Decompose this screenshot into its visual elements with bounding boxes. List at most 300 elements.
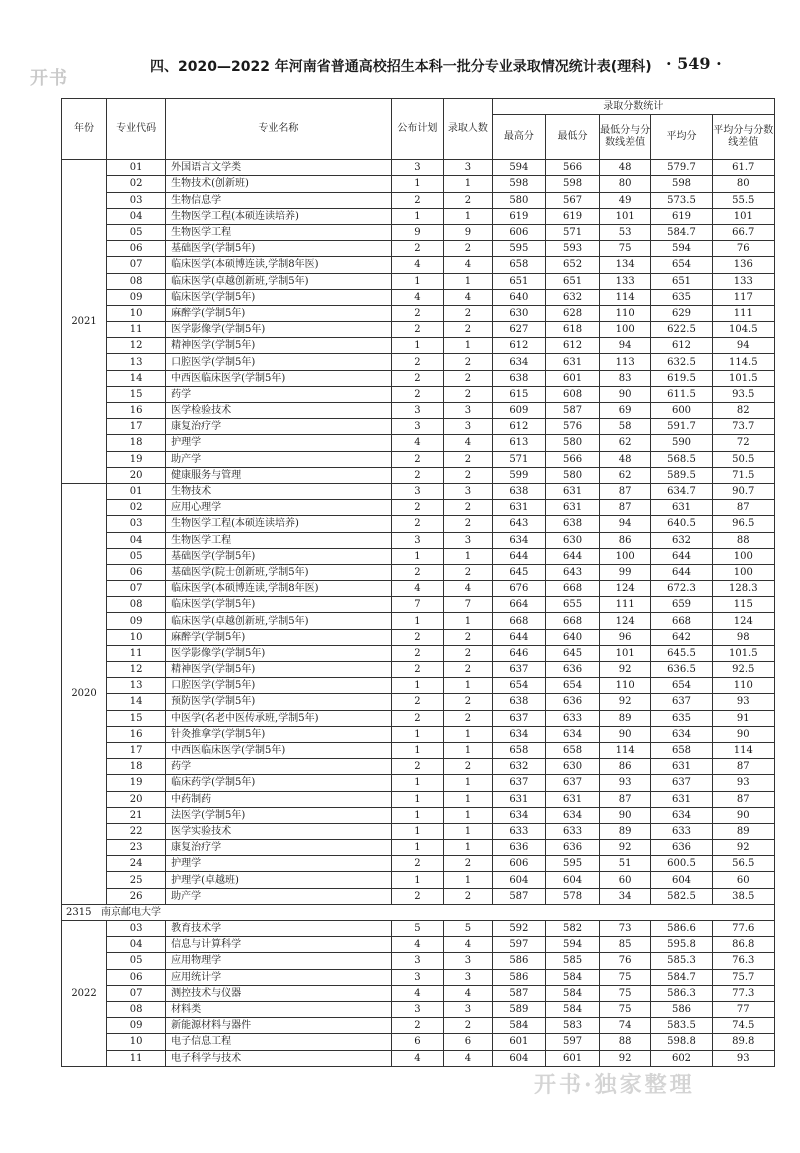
- avg-diff-cell: 94: [712, 338, 774, 354]
- header-score-group: 录取分数统计: [492, 99, 774, 115]
- min-score-cell: 632: [546, 289, 600, 305]
- table-row: [62, 548, 775, 564]
- major-name-cell: 临床医学(本硕博连读,学制8年医): [166, 257, 391, 273]
- min-diff-cell: 100: [599, 322, 651, 338]
- admitted-count-cell: 2: [444, 694, 492, 710]
- watermark-text: 开书·独家整理: [534, 1072, 695, 1098]
- major-name-cell: 健康服务与管理: [166, 467, 391, 483]
- avg-score-cell: 619.5: [651, 370, 712, 386]
- avg-diff-cell: 89.8: [712, 1034, 774, 1050]
- major-name-cell: 护理学: [166, 856, 391, 872]
- avg-score-cell: 595.8: [651, 937, 712, 953]
- min-score-cell: 658: [546, 742, 600, 758]
- admitted-count-cell: 5: [444, 921, 492, 937]
- table-row: [62, 338, 775, 354]
- min-score-cell: 612: [546, 338, 600, 354]
- min-diff-cell: 133: [599, 273, 651, 289]
- min-diff-cell: 53: [599, 224, 651, 240]
- min-score-cell: 593: [546, 241, 600, 257]
- min-score-cell: 578: [546, 888, 600, 904]
- major-code-cell: 21: [107, 807, 166, 823]
- major-name-cell: 信息与计算科学: [166, 937, 391, 953]
- table-row: [62, 662, 775, 678]
- admitted-count-cell: 1: [444, 176, 492, 192]
- major-name-cell: 康复治疗学: [166, 840, 391, 856]
- plan-count-cell: 2: [391, 500, 444, 516]
- major-code-cell: 17: [107, 419, 166, 435]
- plan-count-cell: 2: [391, 888, 444, 904]
- min-diff-cell: 34: [599, 888, 651, 904]
- max-score-cell: 633: [492, 823, 546, 839]
- avg-score-cell: 631: [651, 759, 712, 775]
- page-number: · 549 ·: [666, 54, 722, 73]
- admitted-count-cell: 3: [444, 953, 492, 969]
- admitted-count-cell: 2: [444, 192, 492, 208]
- avg-score-cell: 584.7: [651, 224, 712, 240]
- min-diff-cell: 89: [599, 710, 651, 726]
- max-score-cell: 637: [492, 775, 546, 791]
- avg-diff-cell: 100: [712, 548, 774, 564]
- major-name-cell: 临床医学(卓越创新班,学制5年): [166, 613, 391, 629]
- table-row: [62, 386, 775, 402]
- avg-diff-cell: 76: [712, 241, 774, 257]
- min-diff-cell: 93: [599, 775, 651, 791]
- avg-diff-cell: 90.7: [712, 483, 774, 499]
- major-name-cell: 针灸推拿学(学制5年): [166, 726, 391, 742]
- major-code-cell: 13: [107, 354, 166, 370]
- major-code-cell: 14: [107, 694, 166, 710]
- avg-score-cell: 637: [651, 694, 712, 710]
- avg-diff-cell: 124: [712, 613, 774, 629]
- max-score-cell: 584: [492, 1018, 546, 1034]
- admitted-count-cell: 4: [444, 435, 492, 451]
- min-diff-cell: 94: [599, 516, 651, 532]
- avg-score-cell: 598.8: [651, 1034, 712, 1050]
- plan-count-cell: 2: [391, 241, 444, 257]
- min-diff-cell: 92: [599, 840, 651, 856]
- avg-score-cell: 586.3: [651, 985, 712, 1001]
- min-diff-cell: 124: [599, 613, 651, 629]
- avg-diff-cell: 98: [712, 629, 774, 645]
- plan-count-cell: 2: [391, 354, 444, 370]
- max-score-cell: 634: [492, 354, 546, 370]
- max-score-cell: 580: [492, 192, 546, 208]
- admitted-count-cell: 7: [444, 597, 492, 613]
- admitted-count-cell: 2: [444, 759, 492, 775]
- major-name-cell: 医学检验技术: [166, 403, 391, 419]
- min-score-cell: 631: [546, 500, 600, 516]
- table-row: [62, 581, 775, 597]
- min-diff-cell: 114: [599, 742, 651, 758]
- avg-score-cell: 591.7: [651, 419, 712, 435]
- min-score-cell: 633: [546, 823, 600, 839]
- school-code: 2315: [66, 906, 92, 918]
- max-score-cell: 643: [492, 516, 546, 532]
- year-cell: 2022: [62, 921, 107, 1067]
- min-diff-cell: 75: [599, 241, 651, 257]
- table-row: [62, 500, 775, 516]
- major-name-cell: 医学实验技术: [166, 823, 391, 839]
- avg-diff-cell: 88: [712, 532, 774, 548]
- min-diff-cell: 48: [599, 160, 651, 176]
- avg-score-cell: 582.5: [651, 888, 712, 904]
- max-score-cell: 646: [492, 645, 546, 661]
- min-diff-cell: 62: [599, 435, 651, 451]
- avg-score-cell: 668: [651, 613, 712, 629]
- avg-diff-cell: 50.5: [712, 451, 774, 467]
- max-score-cell: 658: [492, 742, 546, 758]
- major-code-cell: 08: [107, 597, 166, 613]
- max-score-cell: 612: [492, 419, 546, 435]
- min-diff-cell: 83: [599, 370, 651, 386]
- min-diff-cell: 87: [599, 483, 651, 499]
- min-score-cell: 597: [546, 1034, 600, 1050]
- table-row: [62, 273, 775, 289]
- major-name-cell: 麻醉学(学制5年): [166, 305, 391, 321]
- min-diff-cell: 87: [599, 791, 651, 807]
- table-row: [62, 613, 775, 629]
- major-code-cell: 12: [107, 338, 166, 354]
- major-name-cell: 中医学(名老中医传承班,学制5年): [166, 710, 391, 726]
- table-row: [62, 257, 775, 273]
- header-avg-score: 平均分: [651, 115, 712, 160]
- min-score-cell: 630: [546, 532, 600, 548]
- avg-diff-cell: 77.3: [712, 985, 774, 1001]
- min-diff-cell: 113: [599, 354, 651, 370]
- avg-score-cell: 654: [651, 678, 712, 694]
- avg-score-cell: 634: [651, 726, 712, 742]
- avg-diff-cell: 92.5: [712, 662, 774, 678]
- min-diff-cell: 92: [599, 662, 651, 678]
- max-score-cell: 644: [492, 629, 546, 645]
- major-name-cell: 助产学: [166, 451, 391, 467]
- major-name-cell: 应用统计学: [166, 969, 391, 985]
- plan-count-cell: 3: [391, 403, 444, 419]
- admitted-count-cell: 1: [444, 840, 492, 856]
- plan-count-cell: 1: [391, 678, 444, 694]
- admitted-count-cell: 2: [444, 888, 492, 904]
- max-score-cell: 634: [492, 807, 546, 823]
- major-code-cell: 19: [107, 775, 166, 791]
- avg-diff-cell: 117: [712, 289, 774, 305]
- major-name-cell: 临床医学(学制5年): [166, 597, 391, 613]
- table-row: [62, 888, 775, 904]
- plan-count-cell: 2: [391, 759, 444, 775]
- avg-score-cell: 633: [651, 823, 712, 839]
- admitted-count-cell: 4: [444, 937, 492, 953]
- min-diff-cell: 74: [599, 1018, 651, 1034]
- major-name-cell: 测控技术与仪器: [166, 985, 391, 1001]
- admitted-count-cell: 2: [444, 370, 492, 386]
- year-cell: 2021: [62, 160, 107, 484]
- min-diff-cell: 110: [599, 678, 651, 694]
- table-row: [62, 710, 775, 726]
- max-score-cell: 595: [492, 241, 546, 257]
- table-row: [62, 921, 775, 937]
- avg-diff-cell: 93: [712, 775, 774, 791]
- avg-diff-cell: 60: [712, 872, 774, 888]
- min-diff-cell: 86: [599, 532, 651, 548]
- max-score-cell: 668: [492, 613, 546, 629]
- major-code-cell: 04: [107, 208, 166, 224]
- major-name-cell: 电子信息工程: [166, 1034, 391, 1050]
- table-row: [62, 985, 775, 1001]
- major-name-cell: 生物信息学: [166, 192, 391, 208]
- max-score-cell: 638: [492, 694, 546, 710]
- admitted-count-cell: 3: [444, 1001, 492, 1017]
- min-score-cell: 630: [546, 759, 600, 775]
- major-code-cell: 07: [107, 257, 166, 273]
- table-row: [62, 224, 775, 240]
- min-score-cell: 566: [546, 451, 600, 467]
- avg-diff-cell: 74.5: [712, 1018, 774, 1034]
- table-row: [62, 305, 775, 321]
- max-score-cell: 634: [492, 532, 546, 548]
- max-score-cell: 627: [492, 322, 546, 338]
- table-row: [62, 176, 775, 192]
- plan-count-cell: 2: [391, 305, 444, 321]
- major-name-cell: 精神医学(学制5年): [166, 662, 391, 678]
- min-score-cell: 571: [546, 224, 600, 240]
- table-row: [62, 937, 775, 953]
- table-row: [62, 483, 775, 499]
- plan-count-cell: 3: [391, 160, 444, 176]
- major-code-cell: 02: [107, 500, 166, 516]
- plan-count-cell: 1: [391, 208, 444, 224]
- min-diff-cell: 85: [599, 937, 651, 953]
- avg-diff-cell: 87: [712, 759, 774, 775]
- avg-diff-cell: 101.5: [712, 645, 774, 661]
- table-row: [62, 678, 775, 694]
- admitted-count-cell: 6: [444, 1034, 492, 1050]
- table-row: [62, 872, 775, 888]
- table-row: [62, 840, 775, 856]
- max-score-cell: 645: [492, 564, 546, 580]
- table-row: [62, 435, 775, 451]
- table-row: [62, 403, 775, 419]
- max-score-cell: 601: [492, 1034, 546, 1050]
- min-score-cell: 604: [546, 872, 600, 888]
- min-score-cell: 584: [546, 1001, 600, 1017]
- max-score-cell: 609: [492, 403, 546, 419]
- header-major-name: 专业名称: [166, 99, 391, 160]
- avg-score-cell: 645.5: [651, 645, 712, 661]
- min-score-cell: 628: [546, 305, 600, 321]
- admitted-count-cell: 1: [444, 273, 492, 289]
- major-code-cell: 08: [107, 1001, 166, 1017]
- table-body: [62, 160, 775, 1067]
- header-plan: 公布计划: [391, 99, 444, 160]
- avg-score-cell: 586.6: [651, 921, 712, 937]
- avg-diff-cell: 93: [712, 694, 774, 710]
- major-name-cell: 新能源材料与器件: [166, 1018, 391, 1034]
- min-score-cell: 636: [546, 694, 600, 710]
- avg-diff-cell: 76.3: [712, 953, 774, 969]
- min-score-cell: 640: [546, 629, 600, 645]
- major-name-cell: 康复治疗学: [166, 419, 391, 435]
- table-row: [62, 807, 775, 823]
- min-diff-cell: 90: [599, 807, 651, 823]
- major-name-cell: 精神医学(学制5年): [166, 338, 391, 354]
- admitted-count-cell: 2: [444, 451, 492, 467]
- max-score-cell: 586: [492, 969, 546, 985]
- min-score-cell: 619: [546, 208, 600, 224]
- plan-count-cell: 1: [391, 823, 444, 839]
- min-diff-cell: 114: [599, 289, 651, 305]
- major-code-cell: 01: [107, 483, 166, 499]
- max-score-cell: 589: [492, 1001, 546, 1017]
- avg-score-cell: 612: [651, 338, 712, 354]
- major-code-cell: 06: [107, 969, 166, 985]
- avg-score-cell: 602: [651, 1050, 712, 1066]
- major-name-cell: 医学影像学(学制5年): [166, 322, 391, 338]
- max-score-cell: 631: [492, 500, 546, 516]
- plan-count-cell: 6: [391, 1034, 444, 1050]
- major-code-cell: 05: [107, 953, 166, 969]
- school-header-cell: [62, 904, 775, 920]
- admitted-count-cell: 3: [444, 403, 492, 419]
- avg-diff-cell: 92: [712, 840, 774, 856]
- table-row: [62, 969, 775, 985]
- admitted-count-cell: 2: [444, 856, 492, 872]
- table-row: [62, 564, 775, 580]
- min-diff-cell: 73: [599, 921, 651, 937]
- table-row: [62, 419, 775, 435]
- plan-count-cell: 3: [391, 532, 444, 548]
- table-row: [62, 322, 775, 338]
- avg-diff-cell: 93: [712, 1050, 774, 1066]
- max-score-cell: 571: [492, 451, 546, 467]
- admitted-count-cell: 1: [444, 726, 492, 742]
- avg-diff-cell: 73.7: [712, 419, 774, 435]
- min-diff-cell: 75: [599, 1001, 651, 1017]
- major-name-cell: 药学: [166, 759, 391, 775]
- avg-diff-cell: 100: [712, 564, 774, 580]
- avg-score-cell: 590: [651, 435, 712, 451]
- avg-score-cell: 651: [651, 273, 712, 289]
- table-row: [62, 629, 775, 645]
- min-score-cell: 638: [546, 516, 600, 532]
- min-score-cell: 645: [546, 645, 600, 661]
- major-name-cell: 材料类: [166, 1001, 391, 1017]
- min-diff-cell: 92: [599, 694, 651, 710]
- avg-score-cell: 637: [651, 775, 712, 791]
- min-score-cell: 580: [546, 467, 600, 483]
- admitted-count-cell: 4: [444, 289, 492, 305]
- major-name-cell: 助产学: [166, 888, 391, 904]
- plan-count-cell: 2: [391, 516, 444, 532]
- min-score-cell: 637: [546, 775, 600, 791]
- min-score-cell: 636: [546, 840, 600, 856]
- major-name-cell: 法医学(学制5年): [166, 807, 391, 823]
- avg-diff-cell: 96.5: [712, 516, 774, 532]
- plan-count-cell: 2: [391, 1018, 444, 1034]
- major-code-cell: 02: [107, 176, 166, 192]
- min-diff-cell: 76: [599, 953, 651, 969]
- admitted-count-cell: 2: [444, 386, 492, 402]
- max-score-cell: 637: [492, 662, 546, 678]
- plan-count-cell: 2: [391, 629, 444, 645]
- admitted-count-cell: 2: [444, 516, 492, 532]
- table-row: [62, 1034, 775, 1050]
- max-score-cell: 636: [492, 840, 546, 856]
- major-name-cell: 应用心理学: [166, 500, 391, 516]
- min-diff-cell: 92: [599, 1050, 651, 1066]
- avg-diff-cell: 114: [712, 742, 774, 758]
- plan-count-cell: 1: [391, 548, 444, 564]
- admitted-count-cell: 2: [444, 710, 492, 726]
- admitted-count-cell: 4: [444, 1050, 492, 1066]
- major-code-cell: 08: [107, 273, 166, 289]
- table-row: [62, 775, 775, 791]
- avg-score-cell: 611.5: [651, 386, 712, 402]
- avg-score-cell: 586: [651, 1001, 712, 1017]
- admitted-count-cell: 1: [444, 208, 492, 224]
- max-score-cell: 598: [492, 176, 546, 192]
- admitted-count-cell: 2: [444, 322, 492, 338]
- major-code-cell: 04: [107, 937, 166, 953]
- avg-diff-cell: 128.3: [712, 581, 774, 597]
- avg-diff-cell: 80: [712, 176, 774, 192]
- min-diff-cell: 89: [599, 823, 651, 839]
- min-score-cell: 601: [546, 1050, 600, 1066]
- avg-score-cell: 579.7: [651, 160, 712, 176]
- major-code-cell: 20: [107, 791, 166, 807]
- admitted-count-cell: 2: [444, 662, 492, 678]
- avg-diff-cell: 111: [712, 305, 774, 321]
- header-avg-diff: 平均分与分数线差值: [712, 115, 774, 160]
- max-score-cell: 631: [492, 791, 546, 807]
- major-code-cell: 01: [107, 160, 166, 176]
- admitted-count-cell: 2: [444, 564, 492, 580]
- major-name-cell: 护理学: [166, 435, 391, 451]
- plan-count-cell: 2: [391, 451, 444, 467]
- max-score-cell: 644: [492, 548, 546, 564]
- plan-count-cell: 4: [391, 985, 444, 1001]
- table-row: [62, 370, 775, 386]
- avg-score-cell: 598: [651, 176, 712, 192]
- plan-count-cell: 3: [391, 483, 444, 499]
- avg-diff-cell: 89: [712, 823, 774, 839]
- min-diff-cell: 111: [599, 597, 651, 613]
- page-title: 四、2020—2022 年河南省普通高校招生本科一批分专业录取情况统计表(理科): [150, 59, 652, 75]
- publisher-logo: 开书: [30, 68, 68, 89]
- table-row: [62, 1018, 775, 1034]
- table-row: [62, 597, 775, 613]
- avg-score-cell: 584.7: [651, 969, 712, 985]
- min-score-cell: 652: [546, 257, 600, 273]
- major-code-cell: 23: [107, 840, 166, 856]
- table-row: [62, 289, 775, 305]
- min-diff-cell: 69: [599, 403, 651, 419]
- avg-score-cell: 568.5: [651, 451, 712, 467]
- major-code-cell: 07: [107, 985, 166, 1001]
- plan-count-cell: 4: [391, 1050, 444, 1066]
- plan-count-cell: 1: [391, 775, 444, 791]
- major-code-cell: 18: [107, 759, 166, 775]
- avg-score-cell: 635: [651, 289, 712, 305]
- min-diff-cell: 86: [599, 759, 651, 775]
- major-name-cell: 麻醉学(学制5年): [166, 629, 391, 645]
- admission-table: [61, 98, 775, 1067]
- avg-diff-cell: 86.8: [712, 937, 774, 953]
- major-code-cell: 26: [107, 888, 166, 904]
- avg-score-cell: 658: [651, 742, 712, 758]
- admitted-count-cell: 2: [444, 500, 492, 516]
- max-score-cell: 638: [492, 483, 546, 499]
- min-score-cell: 608: [546, 386, 600, 402]
- min-score-cell: 636: [546, 662, 600, 678]
